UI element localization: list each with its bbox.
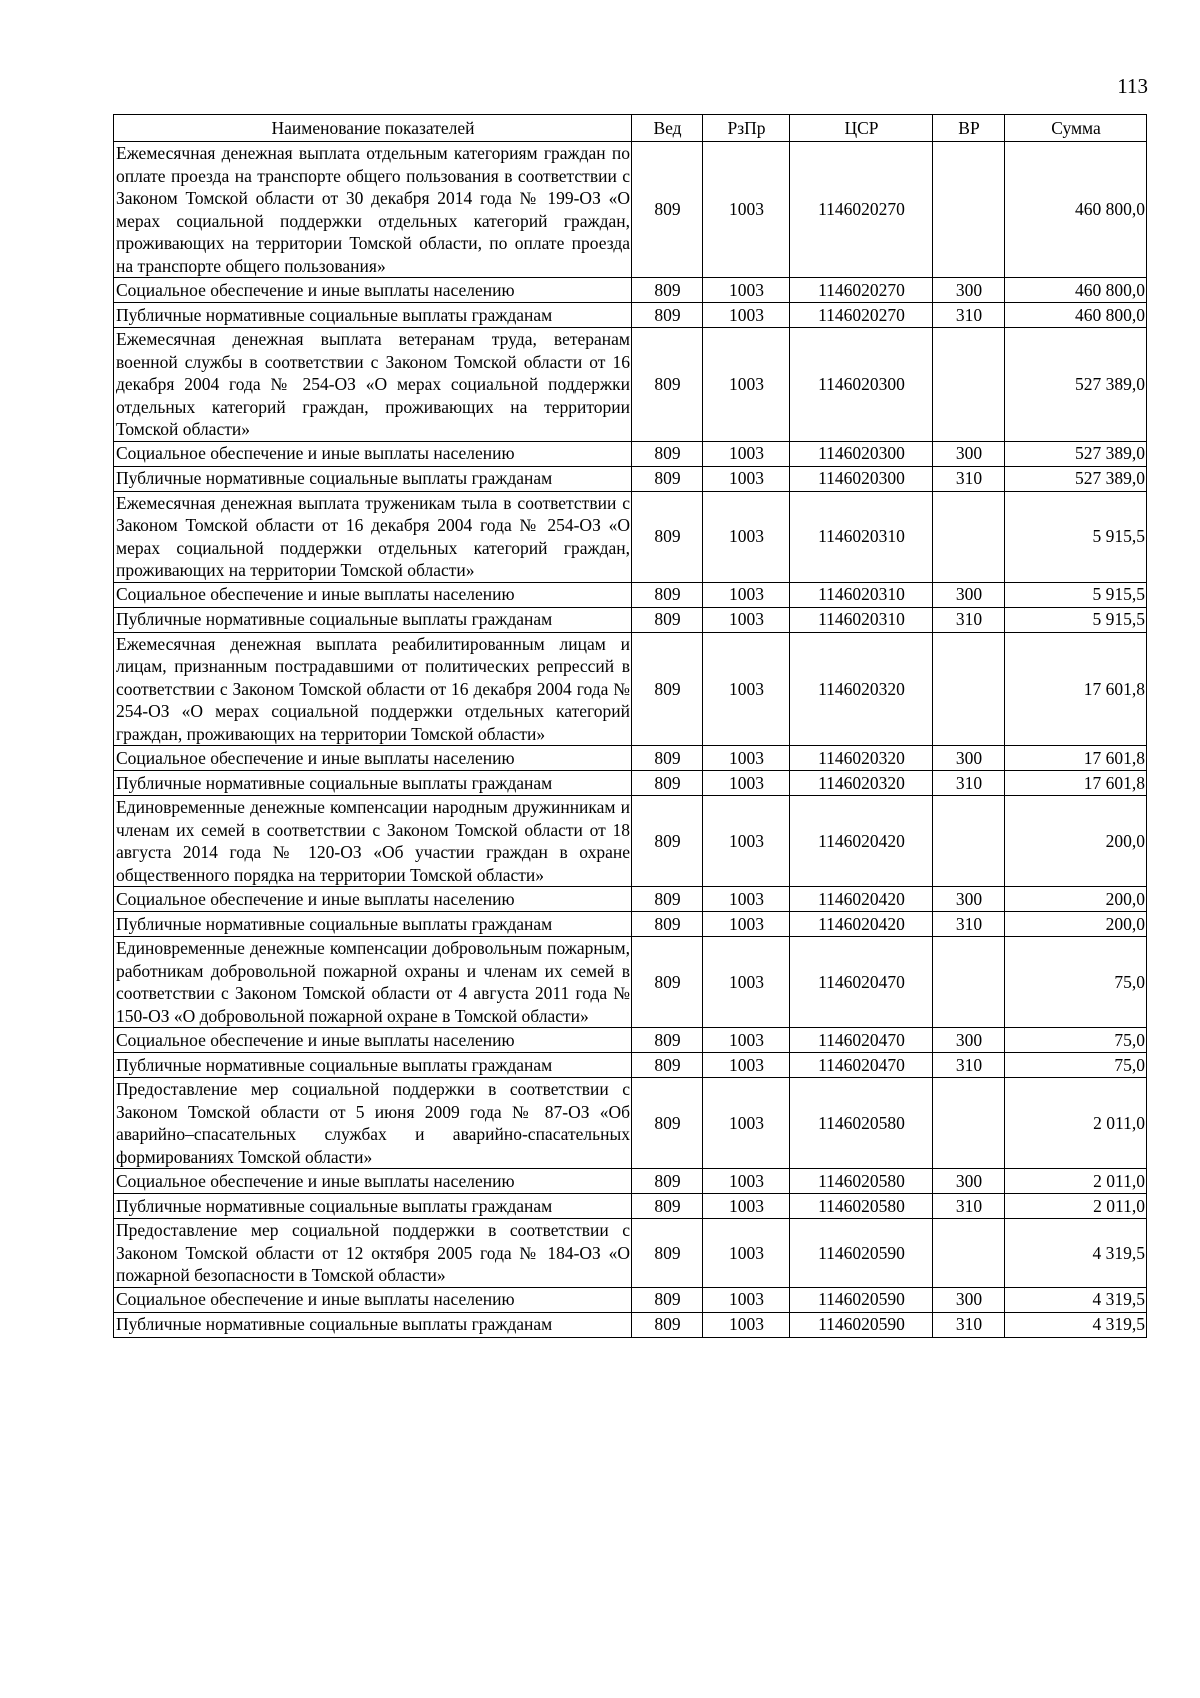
table-row [114, 1287, 1147, 1312]
cell-vr [933, 491, 1005, 582]
cell-vr: 310 [933, 1194, 1005, 1219]
table-row [114, 1219, 1147, 1288]
cell-sum: 17 601,8 [1005, 746, 1147, 771]
cell-name: Публичные нормативные социальные выплаты гражданам [114, 1194, 632, 1219]
table-header [114, 115, 1147, 142]
cell-sum: 200,0 [1005, 912, 1147, 937]
cell-csr: 1146020320 [790, 746, 933, 771]
cell-vr: 300 [933, 1028, 1005, 1053]
cell-rzpr: 1003 [703, 746, 790, 771]
header-rzpr: РзПр [703, 115, 790, 142]
table-row [114, 582, 1147, 607]
cell-sum: 2 011,0 [1005, 1078, 1147, 1169]
cell-csr: 1146020590 [790, 1287, 933, 1312]
cell-vr: 300 [933, 1169, 1005, 1194]
cell-rzpr: 1003 [703, 937, 790, 1028]
cell-vr: 300 [933, 278, 1005, 303]
table-row [114, 771, 1147, 796]
cell-ved: 809 [632, 937, 703, 1028]
cell-csr: 1146020420 [790, 912, 933, 937]
table-row [114, 937, 1147, 1028]
cell-ved: 809 [632, 278, 703, 303]
cell-vr: 300 [933, 1287, 1005, 1312]
cell-csr: 1146020470 [790, 1053, 933, 1078]
page-number: 113 [1117, 74, 1148, 98]
cell-name: Публичные нормативные социальные выплаты гражданам [114, 466, 632, 491]
cell-rzpr: 1003 [703, 491, 790, 582]
cell-name: Публичные нормативные социальные выплаты гражданам [114, 1312, 632, 1337]
cell-name: Социальное обеспечение и иные выплаты населению [114, 441, 632, 466]
cell-vr: 310 [933, 912, 1005, 937]
cell-csr: 1146020270 [790, 278, 933, 303]
cell-rzpr: 1003 [703, 607, 790, 632]
cell-ved: 809 [632, 632, 703, 746]
cell-vr: 310 [933, 466, 1005, 491]
budget-table [113, 114, 1147, 1338]
cell-ved: 809 [632, 1312, 703, 1337]
cell-vr [933, 796, 1005, 887]
cell-ved: 809 [632, 142, 703, 278]
cell-name: Публичные нормативные социальные выплаты гражданам [114, 303, 632, 328]
header-vr: ВР [933, 115, 1005, 142]
cell-rzpr: 1003 [703, 303, 790, 328]
cell-ved: 809 [632, 912, 703, 937]
cell-name: Единовременные денежные компенсации народным дружинникам и членам их семей в соответствии с Законом Томской области от 18 августа 2014 года № 120-ОЗ «Об участии граждан в охране общественного порядка на территории Томской области» [114, 796, 632, 887]
cell-sum: 17 601,8 [1005, 632, 1147, 746]
table-row [114, 441, 1147, 466]
cell-ved: 809 [632, 746, 703, 771]
cell-csr: 1146020300 [790, 466, 933, 491]
cell-ved: 809 [632, 1053, 703, 1078]
cell-ved: 809 [632, 1219, 703, 1288]
cell-rzpr: 1003 [703, 582, 790, 607]
cell-name: Ежемесячная денежная выплата отдельным категориям граждан по оплате проезда на транспорте общего пользования в соответствии с Законом Томской области от 30 декабря 2014 года № 199-ОЗ «О мерах социальной поддержки отдельных категорий граждан, проживающих на территории Томской области, по оплате проезда на транспорте общего пользования» [114, 142, 632, 278]
header-csr: ЦСР [790, 115, 933, 142]
cell-name: Социальное обеспечение и иные выплаты населению [114, 1028, 632, 1053]
cell-rzpr: 1003 [703, 1287, 790, 1312]
cell-sum: 2 011,0 [1005, 1169, 1147, 1194]
cell-csr: 1146020320 [790, 771, 933, 796]
cell-ved: 809 [632, 491, 703, 582]
cell-csr: 1146020470 [790, 1028, 933, 1053]
table-row [114, 1053, 1147, 1078]
cell-vr: 310 [933, 1053, 1005, 1078]
cell-csr: 1146020580 [790, 1169, 933, 1194]
cell-sum: 17 601,8 [1005, 771, 1147, 796]
table-row [114, 303, 1147, 328]
cell-ved: 809 [632, 796, 703, 887]
cell-vr: 300 [933, 582, 1005, 607]
cell-ved: 809 [632, 887, 703, 912]
cell-name: Единовременные денежные компенсации добровольным пожарным, работникам добровольной пожарной охраны и членам их семей в соответствии с Законом Томской области от 4 августа 2011 года № 150-ОЗ «О добровольной пожарной охране в Томской области» [114, 937, 632, 1028]
table-row [114, 328, 1147, 442]
table-row [114, 142, 1147, 278]
cell-rzpr: 1003 [703, 1312, 790, 1337]
cell-sum: 4 319,5 [1005, 1219, 1147, 1288]
cell-sum: 4 319,5 [1005, 1312, 1147, 1337]
cell-vr [933, 328, 1005, 442]
cell-ved: 809 [632, 1028, 703, 1053]
cell-rzpr: 1003 [703, 1169, 790, 1194]
cell-sum: 5 915,5 [1005, 607, 1147, 632]
cell-vr [933, 1078, 1005, 1169]
cell-csr: 1146020300 [790, 328, 933, 442]
cell-name: Предоставление мер социальной поддержки в соответствии с Законом Томской области от 5 июня 2009 года № 87-ОЗ «Об аварийно–спасательных службах и аварийно-спасательных формированиях Томской области» [114, 1078, 632, 1169]
cell-name: Социальное обеспечение и иные выплаты населению [114, 278, 632, 303]
cell-sum: 75,0 [1005, 937, 1147, 1028]
header-sum: Сумма [1005, 115, 1147, 142]
cell-ved: 809 [632, 1194, 703, 1219]
cell-ved: 809 [632, 1169, 703, 1194]
cell-csr: 1146020580 [790, 1078, 933, 1169]
table-row [114, 1028, 1147, 1053]
cell-rzpr: 1003 [703, 912, 790, 937]
cell-vr: 310 [933, 1312, 1005, 1337]
table-row [114, 607, 1147, 632]
cell-rzpr: 1003 [703, 1078, 790, 1169]
cell-csr: 1146020420 [790, 796, 933, 887]
cell-ved: 809 [632, 1287, 703, 1312]
cell-csr: 1146020580 [790, 1194, 933, 1219]
table-row [114, 1078, 1147, 1169]
cell-ved: 809 [632, 607, 703, 632]
cell-sum: 460 800,0 [1005, 142, 1147, 278]
cell-name: Социальное обеспечение и иные выплаты населению [114, 1287, 632, 1312]
cell-name: Публичные нормативные социальные выплаты гражданам [114, 912, 632, 937]
cell-csr: 1146020590 [790, 1219, 933, 1288]
cell-vr: 310 [933, 303, 1005, 328]
cell-csr: 1146020470 [790, 937, 933, 1028]
table-row [114, 1194, 1147, 1219]
cell-name: Ежемесячная денежная выплата труженикам тыла в соответствии с Законом Томской области от 16 декабря 2004 года № 254-ОЗ «О мерах социальной поддержки отдельных категорий граждан, проживающих на территории Томской области» [114, 491, 632, 582]
cell-rzpr: 1003 [703, 441, 790, 466]
cell-sum: 2 011,0 [1005, 1194, 1147, 1219]
cell-name: Публичные нормативные социальные выплаты гражданам [114, 771, 632, 796]
cell-vr [933, 632, 1005, 746]
cell-csr: 1146020270 [790, 142, 933, 278]
cell-sum: 200,0 [1005, 887, 1147, 912]
cell-rzpr: 1003 [703, 1028, 790, 1053]
cell-name: Ежемесячная денежная выплата реабилитированным лицам и лицам, признанным пострадавшими от политических репрессий в соответствии с Законом Томской области от 16 декабря 2004 года № 254-ОЗ «О мерах социальной поддержки отдельных категорий граждан, проживающих на территории Томской области» [114, 632, 632, 746]
cell-name: Ежемесячная денежная выплата ветеранам труда, ветеранам военной службы в соответствии с Законом Томской области от 16 декабря 2004 года № 254-ОЗ «О мерах социальной поддержки отдельных категорий граждан, проживающих на территории Томской области» [114, 328, 632, 442]
cell-csr: 1146020590 [790, 1312, 933, 1337]
cell-rzpr: 1003 [703, 466, 790, 491]
header-name: Наименование показателей [114, 115, 632, 142]
cell-name: Социальное обеспечение и иные выплаты населению [114, 1169, 632, 1194]
cell-name: Социальное обеспечение и иные выплаты населению [114, 887, 632, 912]
table-row [114, 887, 1147, 912]
header-ved: Вед [632, 115, 703, 142]
table-row [114, 466, 1147, 491]
cell-sum: 5 915,5 [1005, 491, 1147, 582]
table-row [114, 1312, 1147, 1337]
cell-sum: 527 389,0 [1005, 328, 1147, 442]
table-body [114, 142, 1147, 1338]
cell-csr: 1146020310 [790, 582, 933, 607]
cell-rzpr: 1003 [703, 632, 790, 746]
cell-name: Социальное обеспечение и иные выплаты населению [114, 582, 632, 607]
table-row [114, 746, 1147, 771]
cell-rzpr: 1003 [703, 887, 790, 912]
cell-csr: 1146020310 [790, 491, 933, 582]
cell-name: Предоставление мер социальной поддержки в соответствии с Законом Томской области от 12 октября 2005 года № 184-ОЗ «О пожарной безопасности в Томской области» [114, 1219, 632, 1288]
cell-ved: 809 [632, 441, 703, 466]
cell-ved: 809 [632, 771, 703, 796]
table-row [114, 278, 1147, 303]
cell-rzpr: 1003 [703, 771, 790, 796]
cell-sum: 4 319,5 [1005, 1287, 1147, 1312]
cell-sum: 75,0 [1005, 1053, 1147, 1078]
cell-sum: 460 800,0 [1005, 278, 1147, 303]
cell-vr: 310 [933, 771, 1005, 796]
cell-csr: 1146020310 [790, 607, 933, 632]
cell-vr: 300 [933, 441, 1005, 466]
cell-rzpr: 1003 [703, 1053, 790, 1078]
table-row [114, 632, 1147, 746]
cell-rzpr: 1003 [703, 328, 790, 442]
cell-sum: 527 389,0 [1005, 441, 1147, 466]
table-row [114, 491, 1147, 582]
cell-rzpr: 1003 [703, 796, 790, 887]
cell-ved: 809 [632, 303, 703, 328]
cell-sum: 5 915,5 [1005, 582, 1147, 607]
cell-csr: 1146020320 [790, 632, 933, 746]
cell-vr [933, 142, 1005, 278]
cell-csr: 1146020270 [790, 303, 933, 328]
cell-rzpr: 1003 [703, 278, 790, 303]
cell-vr: 300 [933, 746, 1005, 771]
cell-ved: 809 [632, 328, 703, 442]
cell-sum: 460 800,0 [1005, 303, 1147, 328]
cell-csr: 1146020300 [790, 441, 933, 466]
cell-ved: 809 [632, 582, 703, 607]
cell-name: Социальное обеспечение и иные выплаты населению [114, 746, 632, 771]
table-row [114, 1169, 1147, 1194]
cell-sum: 200,0 [1005, 796, 1147, 887]
cell-name: Публичные нормативные социальные выплаты гражданам [114, 1053, 632, 1078]
cell-rzpr: 1003 [703, 1194, 790, 1219]
cell-ved: 809 [632, 1078, 703, 1169]
cell-vr [933, 1219, 1005, 1288]
cell-name: Публичные нормативные социальные выплаты гражданам [114, 607, 632, 632]
cell-vr [933, 937, 1005, 1028]
cell-sum: 75,0 [1005, 1028, 1147, 1053]
cell-vr: 300 [933, 887, 1005, 912]
cell-vr: 310 [933, 607, 1005, 632]
cell-csr: 1146020420 [790, 887, 933, 912]
cell-ved: 809 [632, 466, 703, 491]
cell-sum: 527 389,0 [1005, 466, 1147, 491]
cell-rzpr: 1003 [703, 1219, 790, 1288]
cell-rzpr: 1003 [703, 142, 790, 278]
table-row [114, 796, 1147, 887]
table-row [114, 912, 1147, 937]
header-row [114, 115, 1147, 142]
